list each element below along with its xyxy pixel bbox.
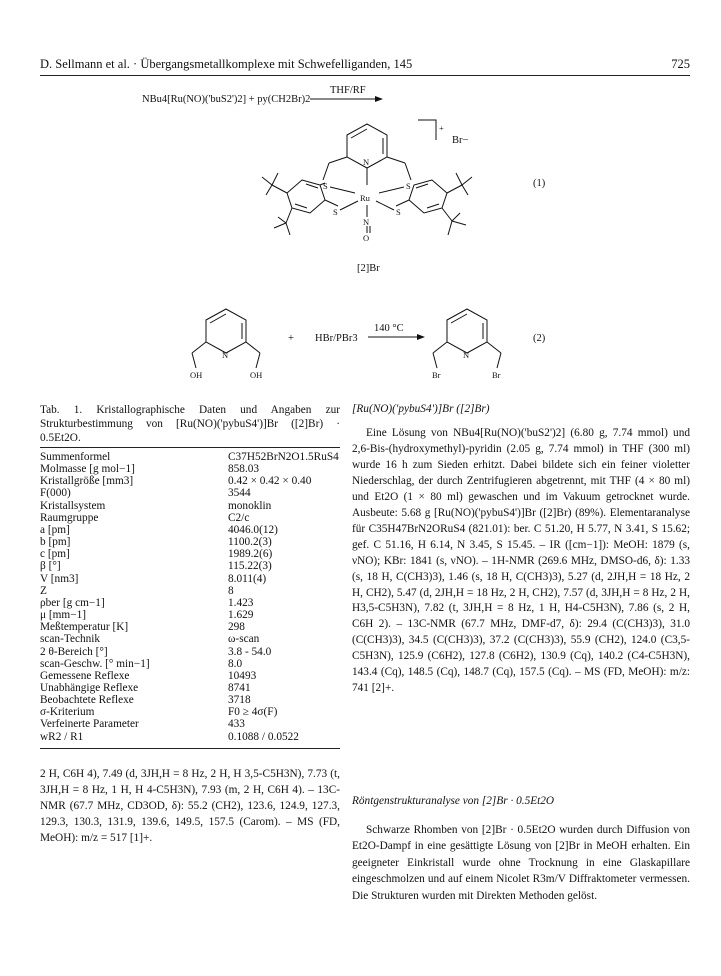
table-row [40,500,340,512]
table-cell-label: scan-Technik [40,633,101,646]
dibromide-n-label: N [463,350,470,360]
table-row [40,597,340,609]
table-cell-label: scan-Geschw. [° min−1] [40,657,150,670]
table-row [40,585,340,597]
section-heading-xray: Röntgenstrukturanalyse von [2]Br · 0.5Et2O [352,795,555,807]
table-row [40,573,340,585]
table-cell-value: 298 [228,621,245,634]
table-cell-value: 4046.0(12) [228,523,278,536]
table-cell-label: ρber [g cm−1] [40,596,105,609]
table-cell-label: F(000) [40,487,71,500]
table-row [40,658,340,670]
oh-label-1: OH [190,370,203,380]
sulfur-label-1: S [323,181,328,191]
table-cell-value: F0 ≥ 4σ(F) [228,706,278,719]
table-cell-value: 1100.2(3) [228,536,272,549]
oh-label-2: OH [250,370,263,380]
table-row [40,524,340,536]
xray-paragraph: Schwarze Rhomben von [2]Br · 0.5Et2O wurden durch Diffusion von Et2O-Dampf in eine gesättigte Lösung von [2]Br in MeOH erhalten. Ein geeigneter Einkristall wurde ohne Trocknung in eine Glaskapillare eingeschmolzen und auf einem Nicolet R3m/V Diffraktometer vermessen. Die Strukturen wurden mit Direkten Methoden gelöst. [352,824,690,902]
table-cell-label: Summenformel [40,451,111,463]
table-cell-label: b [pm] [40,536,71,549]
left-column-text: 2 H, C6H 4), 7.49 (d, 3JH,H = 8 Hz, 2 H, H 3,5-C5H3N), 7.73 (t, 3JH,H = 8 Hz, 1 H, H 4-C5H3N), 7.93 (m, 2 H, C6H 4). – 13C-NMR (67.7 MHz, CD3OD, δ): 55.2 (CH2), 123.6, 124.9, 127.3, 129.3, 130.3, 131.9, 139.6, 149.5, 157.5 (Carom). – MS (FD, MeOH): m/z = 517 [1]+. [40,768,340,845]
table-cell-label: Meßtemperatur [K] [40,621,129,634]
ruthenium-label: Ru [360,193,370,203]
table-row [40,670,340,682]
equation-2-number: (2) [533,333,546,344]
table-row [40,706,340,718]
table-row [40,621,340,633]
table-row [40,475,340,487]
nitrosyl-o-label: O [363,233,370,243]
scheme2-conditions: 140 °C [374,323,404,334]
pyridine-n-label: N [363,157,370,167]
table-cell-value: 115.22(3) [228,560,272,573]
table-cell-label: c [pm] [40,548,70,561]
sulfur-label-4: S [396,207,401,217]
table-row [40,463,340,475]
table-cell-label: Unabhängige Reflexe [40,681,139,694]
scheme1-arrow [310,96,383,102]
table-row [40,731,340,743]
table-cell-label: β [°] [40,560,61,573]
table-cell-value: 1.629 [228,609,254,622]
equation-1-number: (1) [533,178,546,189]
table-cell-label: wR2 / R1 [40,730,84,743]
br-label-2: Br [492,370,501,380]
table-cell-value: 10493 [228,669,257,682]
page-number: 725 [671,57,690,71]
table-row [40,536,340,548]
table-cell-label: σ-Kriterium [40,706,95,719]
scheme1-conditions: THF/RF [330,85,366,96]
table-cell-value: C37H52BrN2O1.5RuS4 [228,451,339,463]
crystal-data-table [40,451,340,743]
reaction-schemes [40,85,690,385]
table-cell-label: Kristallgröße [mm3] [40,475,134,488]
table-cell-label: Beobachtete Reflexe [40,694,134,707]
table-row [40,718,340,730]
table-cell-value: ω-scan [228,633,260,646]
table-cell-label: 2 θ-Bereich [°] [40,645,108,658]
table-cell-value: 3718 [228,694,251,707]
table-cell-value: monoklin [228,499,272,512]
synthesis-paragraph: Eine Lösung von NBu4[Ru(NO)('buS2')2] (6.80 g, 7.74 mmol) und 2,6-Bis-(hydroxymethyl)-pyridin (2.05 g, 7.74 mmol) in THF (300 ml) wurde 16 h zum Sieden erhitzt. Dabei bildete sich ein feiner violetter Niederschlag, der durch Zentrifugieren abgetrennt, mit THF (4 × 80 ml) und Et2O (1 × 80 ml) gewaschen und im Vakuum getrocknet wurde. Ausbeute: 5.68 g [Ru(NO)('pybuS4')]Br ([2]Br) (89%). Elementaranalyse für C35H47BrN2ORuS4 (821.01): ber. C 51.20, H 5.77, N 3.41, S 15.62; gef. C 51.16, H 6.14, N 3.45, S 15.45. – IR ([cm−1]): MeOH: 1879 (s, νNO); KBr: 1841 (s, νNO). – 1H-NMR (269.6 MHz, DMSO-d6, δ): 1.33 (s, 18 H, C(CH3)3), 1.46 (s, 18 H, C(CH3)3), 5.27 (d, 2JH,H = 18 Hz, 2 H, CH2), 5.47 (d, 2JH,H = 18 Hz, 2 H, CH2), 7.57 (d, 3JH,H = 8 Hz, 2 H, H3,5-C5H3N), 7.82 (t, 3JH,H = 8 Hz, 1 H, H4-C5H3N), 7.86 (s, 2 H, C6H 2). – 13C-NMR (67.7 MHz, DMF-d7, δ): 29.4 (C(CH3)3), 31.0 (C(CH3)3), 34.5 (C(CH3)3), 37.2 (C(CH3)3), 55.9 (CH2), 124.0 (C3,5-C5H3N), 125.9 (C6H2), 127.8 (C6H2), 130.9 (Cq), 140.2 (C4-C5H3N), 143.4 (Cq), 148.5 (Cq), 148.7 (Cq), 157.5 (Cq). – MS (FD, MeOH): m/z: 741 [2]+. [352,427,690,695]
table-row [40,487,340,499]
table-cell-value: 8 [228,584,234,597]
table-row [40,548,340,560]
scheme2-reagent: HBr/PBr3 [315,333,358,344]
scheme1-reactants: NBu4[Ru(NO)('buS2')2] + py(CH2Br)2 [142,94,311,105]
running-header [40,57,690,75]
table-row [40,560,340,572]
table-cell-label: Z [40,584,47,597]
scheme2-plus: + [288,333,294,344]
header-title: D. Sellmann et al. · Übergangsmetallkomplexe mit Schwefelliganden, 145 [40,57,413,71]
br-label-1: Br [432,370,441,380]
table-caption: Tab. 1. Kristallographische Daten und Angaben zur Strukturbestimmung von [Ru(NO)('pybuS4')]Br ([2]Br) · 0.5Et2O. [40,404,340,444]
table-cell-label: V [nm3] [40,572,79,585]
table-row [40,694,340,706]
table-cell-label: Verfeinerte Parameter [40,718,139,731]
table-cell-value: 1989.2(6) [228,548,273,561]
sulfur-label-3: S [333,207,338,217]
table-bottom-rule [40,748,340,749]
counterion: Br− [452,135,469,146]
table-top-rule [40,447,340,448]
table-cell-value: C2/c [228,511,250,524]
table-cell-label: μ [mm−1] [40,609,86,622]
table-row [40,451,340,463]
header-rule [40,75,690,76]
table-cell-value: 8741 [228,681,251,694]
cation-charge: + [439,123,444,133]
section-heading-synthesis: [Ru(NO)('pybuS4')]Br ([2]Br) [352,403,490,415]
table-cell-value: 0.42 × 0.42 × 0.40 [228,475,312,488]
table-cell-value: 433 [228,718,245,731]
table-cell-value: 0.1088 / 0.0522 [228,730,299,743]
table-cell-value: 8.0 [228,657,243,670]
scheme-drawing [40,85,690,385]
sulfur-label-2: S [406,181,411,191]
table-cell-value: 8.011(4) [228,572,267,585]
table-cell-value: 3.8 - 54.0 [228,645,272,658]
table-row [40,682,340,694]
compound-label: [2]Br [357,263,380,274]
table-cell-label: Molmasse [g mol−1] [40,463,135,476]
table-row [40,646,340,658]
nitrosyl-n-label: N [363,217,370,227]
table-row [40,512,340,524]
cation-bracket [418,120,436,140]
table-cell-value: 1.423 [228,596,254,609]
diol-n-label: N [222,350,229,360]
table-cell-value: 858.03 [228,463,260,476]
scheme2-arrow [368,334,425,340]
table-cell-label: Raumgruppe [40,511,99,524]
table-cell-label: Gemessene Reflexe [40,669,130,682]
crystal-data-body [40,451,340,743]
table-cell-value: 3544 [228,487,251,500]
table-row [40,633,340,645]
table-row [40,609,340,621]
table-cell-label: Kristallsystem [40,499,106,512]
table-cell-label: a [pm] [40,523,70,536]
